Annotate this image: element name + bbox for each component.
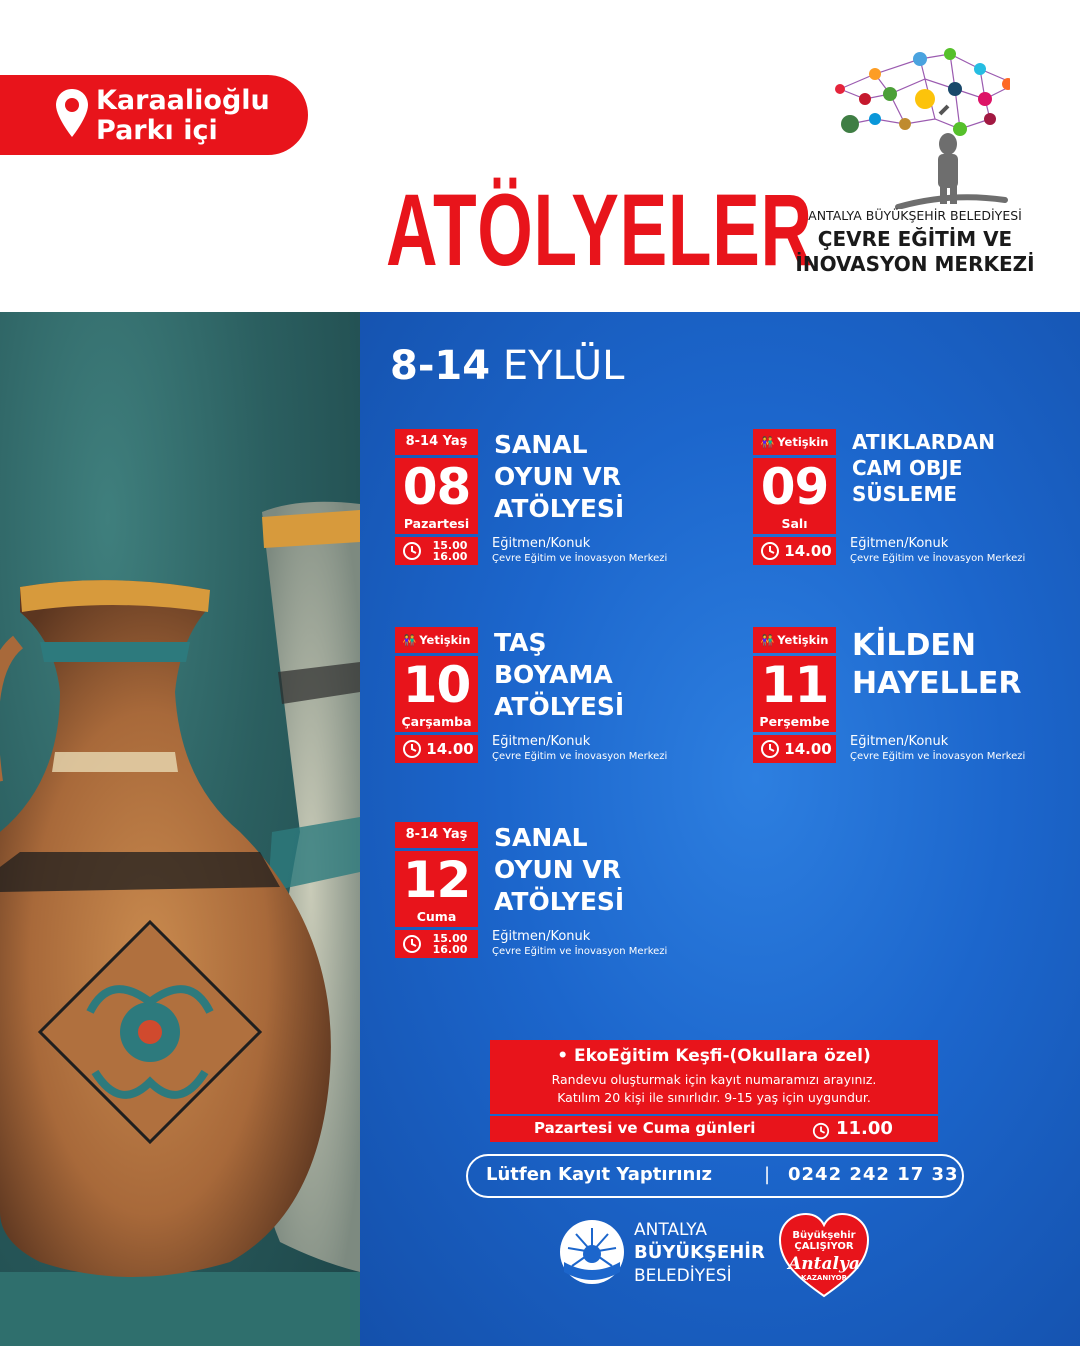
eko-description-1: Randevu oluşturmak için kayıt numaramızı arayınız.	[551, 1072, 877, 1087]
event-time: 14.00	[784, 542, 832, 560]
event-time: 15.00 16.00	[432, 539, 468, 563]
slogan-line-1: Büyükşehir	[792, 1230, 856, 1241]
instructor-label: Eğitmen/Konuk	[850, 536, 949, 551]
sustainability-tree-icon	[820, 44, 1010, 209]
organization-name-line-2: İNOVASYON MERKEZİ	[795, 252, 1035, 276]
day-number: 09	[760, 458, 829, 516]
people-icon: 👫	[760, 436, 775, 449]
weekday: Salı	[781, 516, 808, 531]
event-time: 14.00	[426, 740, 474, 758]
ceramic-vase-illustration	[0, 312, 360, 1346]
weekday: Pazartesi	[403, 516, 470, 531]
organization-parent: ANTALYA BÜYÜKŞEHİR BELEDİYESİ	[808, 208, 1022, 223]
week-range: 8-14	[390, 343, 491, 389]
event-card	[753, 627, 1080, 767]
weekday: Perşembe	[759, 714, 830, 729]
phone-number[interactable]: 0242 242 17 33	[788, 1164, 959, 1185]
week-month: EYLÜL	[502, 343, 625, 389]
schedule-panel	[360, 312, 1080, 1346]
slogan-line-3: Antalya	[788, 1254, 860, 1274]
instructor-label: Eğitmen/Konuk	[492, 929, 591, 944]
event-title: TAŞ BOYAMA ATÖLYESİ	[494, 628, 625, 721]
audience-label: Yetişkin	[777, 435, 829, 449]
time-badge	[395, 537, 478, 565]
clock-icon	[402, 934, 422, 954]
event-card	[395, 627, 735, 767]
event-title: ATIKLARDAN CAM OBJE SÜSLEME	[852, 430, 995, 506]
event-title: SANAL OYUN VR ATÖLYESİ	[494, 823, 625, 916]
instructor-name: Çevre Eğitim ve İnovasyon Merkezi	[492, 751, 668, 762]
header	[0, 0, 1080, 312]
event-card	[753, 429, 1080, 569]
day-badge	[753, 656, 836, 732]
day-number: 12	[402, 851, 471, 909]
clock-icon	[760, 739, 780, 759]
time-badge	[753, 537, 836, 565]
instructor-label: Eğitmen/Konuk	[850, 734, 949, 749]
day-number: 08	[402, 458, 471, 516]
audience-label: Yetişkin	[419, 633, 471, 647]
slogan-line-2: ÇALIŞIYOR	[794, 1241, 854, 1252]
municipality-logo	[558, 1216, 778, 1292]
weekday: Cuma	[416, 909, 457, 924]
day-badge	[753, 458, 836, 534]
event-time: 14.00	[784, 740, 832, 758]
time-badge	[395, 735, 478, 763]
registration-divider: |	[764, 1164, 771, 1185]
registration-label: Lütfen Kayıt Yaptırınız	[486, 1164, 713, 1185]
eko-education-box	[490, 1040, 938, 1142]
people-icon: 👫	[402, 634, 417, 647]
clock-icon	[760, 541, 780, 561]
location-badge	[0, 75, 308, 155]
audience-label: Yetişkin	[777, 633, 829, 647]
day-badge	[395, 656, 478, 732]
clock-icon	[812, 1122, 830, 1140]
organization-logo	[780, 44, 1050, 284]
event-title: KİLDEN HAYELLER	[852, 628, 1022, 701]
audience-badge: 8-14 Yaş	[395, 822, 478, 848]
day-number: 11	[760, 656, 829, 714]
day-number: 10	[402, 656, 471, 714]
instructor-label: Eğitmen/Konuk	[492, 536, 591, 551]
eko-days: Pazartesi ve Cuma günleri	[534, 1119, 756, 1137]
clock-icon	[402, 739, 422, 759]
municipality-line-1: ANTALYA	[634, 1220, 707, 1240]
instructor-label: Eğitmen/Konuk	[492, 734, 591, 749]
instructor-name: Çevre Eğitim ve İnovasyon Merkezi	[850, 553, 1026, 564]
eko-time: 11.00	[836, 1118, 893, 1139]
location-pin-icon	[54, 87, 90, 139]
audience-badge: 8-14 Yaş	[395, 429, 478, 455]
instructor-name: Çevre Eğitim ve İnovasyon Merkezi	[850, 751, 1026, 762]
slogan-line-4: KAZANIYOR	[801, 1274, 847, 1282]
time-badge	[753, 735, 836, 763]
location-line-1: Karaalioğlu	[96, 85, 270, 116]
clock-icon	[402, 541, 422, 561]
eko-divider	[490, 1114, 938, 1116]
location-line-2: Parkı içi	[96, 115, 218, 146]
slogan-heart	[778, 1212, 870, 1298]
time-badge	[395, 930, 478, 958]
ceramic-vases-photo	[0, 312, 360, 1346]
people-icon: 👫	[760, 634, 775, 647]
eko-title: • EkoEğitim Keşfi-(Okullara özel)	[557, 1046, 871, 1066]
event-time: 15.00 16.00	[432, 932, 468, 956]
municipality-line-3: BELEDİYESİ	[634, 1266, 732, 1286]
day-badge	[395, 458, 478, 534]
event-card	[395, 822, 735, 962]
organization-name-line-1: ÇEVRE EĞİTİM VE	[817, 227, 1013, 251]
audience-badge	[753, 429, 836, 455]
event-title: SANAL OYUN VR ATÖLYESİ	[494, 430, 625, 523]
instructor-name: Çevre Eğitim ve İnovasyon Merkezi	[492, 553, 668, 564]
registration-pill[interactable]	[466, 1154, 964, 1198]
audience-badge	[753, 627, 836, 653]
sun-emblem-icon	[558, 1218, 626, 1286]
page-title: ATÖLYELER	[386, 173, 813, 287]
eko-description-2: Katılım 20 kişi ile sınırlıdır. 9-15 yaş için uygundur.	[557, 1090, 871, 1105]
week-title	[390, 342, 624, 390]
municipality-line-2: BÜYÜKŞEHİR	[634, 1242, 765, 1263]
event-card	[395, 429, 735, 569]
weekday: Çarşamba	[401, 714, 472, 729]
instructor-name: Çevre Eğitim ve İnovasyon Merkezi	[492, 946, 668, 957]
day-badge	[395, 851, 478, 927]
audience-badge	[395, 627, 478, 653]
